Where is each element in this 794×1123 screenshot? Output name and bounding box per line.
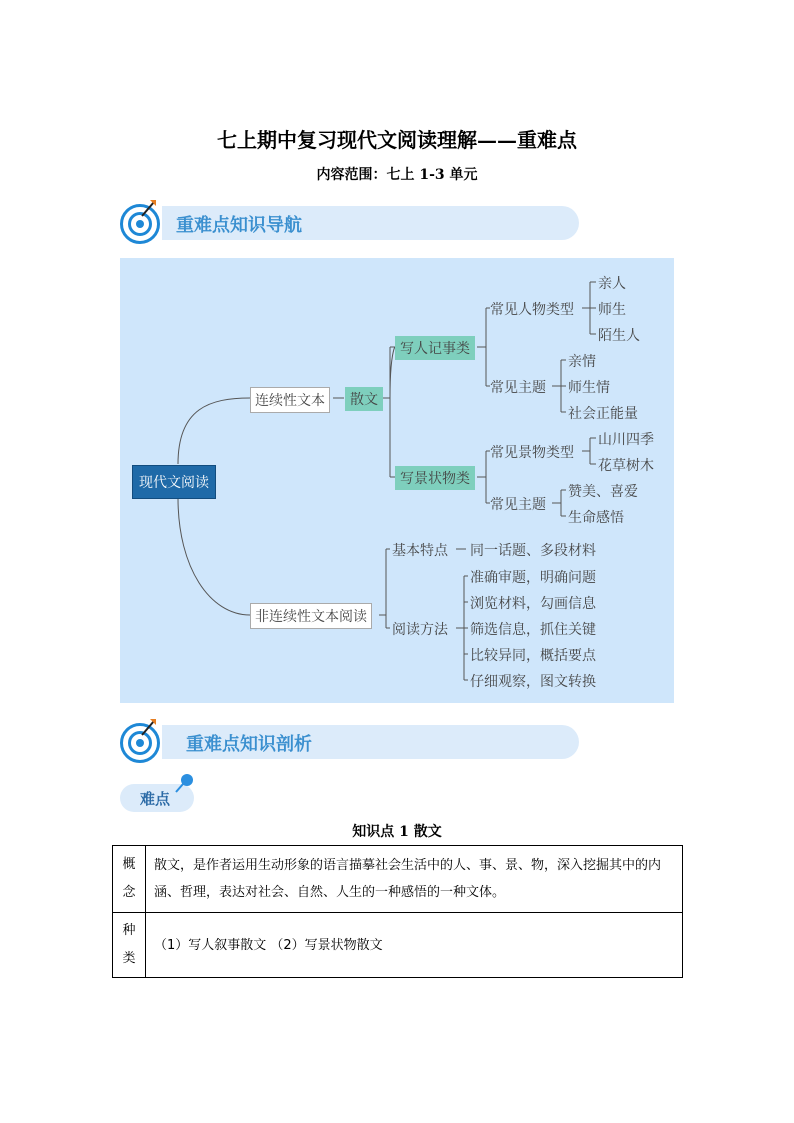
difficulty-label: 难点	[140, 790, 171, 808]
mindmap-method-item: 仔细观察，图文转换	[470, 674, 596, 690]
mindmap-continuous: 连续性文本	[250, 387, 330, 413]
mindmap-people-theme: 常见主题	[490, 380, 546, 396]
mindmap-people-type-item: 陌生人	[598, 328, 640, 344]
page-subtitle: 内容范围：七上 1-3 单元	[316, 167, 478, 183]
row-label: 种 类	[113, 913, 146, 978]
knowledge-point-title: 知识点 1 散文	[352, 824, 442, 840]
mindmap-scene-types: 常见景物类型	[490, 445, 574, 461]
mindmap-method-item: 准确审题，明确问题	[470, 570, 596, 586]
row-label: 概 念	[113, 846, 146, 913]
mindmap-method-item: 筛选信息，抓住关键	[470, 622, 596, 638]
pushpin-icon	[172, 772, 196, 796]
arrow-icon	[138, 198, 158, 220]
mindmap-method: 阅读方法	[392, 622, 448, 638]
mindmap-people-theme-item: 亲情	[568, 354, 596, 370]
mindmap-scene-theme-item: 赞美、喜爱	[568, 484, 638, 500]
mindmap-people: 写人记事类	[395, 336, 475, 360]
mindmap-people-types: 常见人物类型	[490, 302, 574, 318]
mindmap-scene-type-item: 花草树木	[598, 458, 654, 474]
mindmap-method-item: 浏览材料，勾画信息	[470, 596, 596, 612]
mind-map	[120, 258, 674, 703]
arrow-icon	[138, 717, 158, 739]
page-title: 七上期中复习现代文阅读理解——重难点	[217, 128, 577, 152]
table-row	[113, 913, 683, 978]
mindmap-people-type-item: 师生	[598, 302, 626, 318]
row-content: （1）写人叙事散文 （2）写景状物散文	[146, 913, 683, 978]
mindmap-method-item: 比较异同，概括要点	[470, 648, 596, 664]
mindmap-people-theme-item: 师生情	[568, 380, 610, 396]
mindmap-scene-theme: 常见主题	[490, 497, 546, 513]
mindmap-noncontinuous: 非连续性文本阅读	[250, 603, 372, 629]
mindmap-basic: 基本特点	[392, 543, 448, 559]
knowledge-table	[112, 845, 683, 978]
table-row	[113, 846, 683, 913]
mindmap-people-theme-item: 社会正能量	[568, 406, 638, 422]
mindmap-scene: 写景状物类	[395, 466, 475, 490]
mindmap-scene-theme-item: 生命感悟	[568, 510, 624, 526]
mindmap-basic-item: 同一话题、多段材料	[470, 543, 596, 559]
mindmap-scene-type-item: 山川四季	[598, 432, 654, 448]
mindmap-people-type-item: 亲人	[598, 276, 626, 292]
mindmap-prose: 散文	[345, 387, 383, 411]
section-title-analysis: 重难点知识剖析	[186, 734, 312, 755]
section-title-nav: 重难点知识导航	[176, 215, 302, 236]
row-content: 散文，是作者运用生动形象的语言描摹社会生活中的人、事、景、物，深入挖掘其中的内涵、哲理，表达对社会、自然、人生的一种感悟的一种文体。	[146, 846, 683, 913]
mindmap-root: 现代文阅读	[132, 465, 216, 499]
